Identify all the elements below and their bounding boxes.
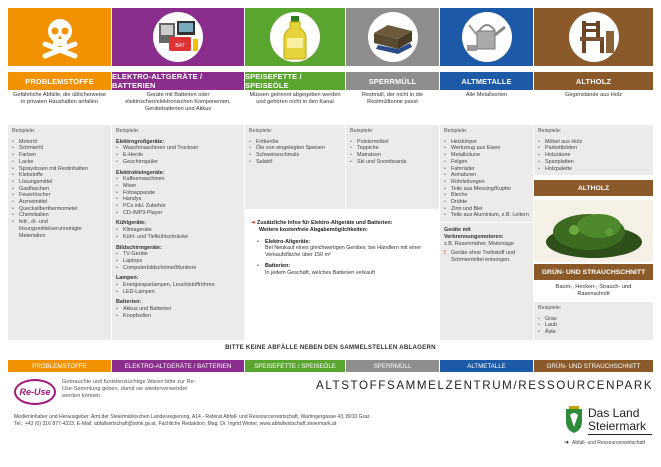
info-item-title: Batterien: [265,262,291,269]
header-label: SPERRMÜLL [346,72,439,90]
list-item: • Werkzeug aus Eisen [444,145,529,152]
description-altholz: Gegenstände aus Holz [565,92,622,98]
list-item: • Ski und Snowboards [350,159,435,166]
group-title: Elektrokleingeräte: [116,169,165,176]
green-waste-description: Baum-, Hecken-, Strauch- und Rasenschnitt [555,284,632,297]
info-item-elektro [251,239,433,259]
list-item: • Schmieröl [12,145,107,152]
svg-text:BAT: BAT [175,43,185,49]
header-image [534,8,653,66]
department-name: Abfall- und Ressourcenwirtschaft [572,440,646,446]
footer-bar-speisefette: SPEISEFETTE / SPEISEÖLE [245,360,345,372]
list-item: • Farben [12,152,107,159]
header-sperrmuell [346,8,439,88]
list-item: • Äste [538,329,649,336]
arrow-icon: ➜ [251,220,256,226]
examples-list [538,139,649,173]
info-subtitle [251,227,433,234]
examples-gruen [534,302,653,340]
examples-label: Beispiele: [249,128,273,134]
group-title: Batterien: [116,299,142,306]
list-item: • Motoröl [12,139,107,146]
header-label: SPEISEFETTE / SPEISEÖLE [245,72,345,90]
list-item: • Metallzäune [444,152,529,159]
list-item: • Polstermöbel [350,139,435,146]
steiermark-logo [564,404,656,452]
header-image [245,8,345,66]
list-item: • Mixer [116,183,240,190]
examples-list [116,282,240,295]
green-waste-image [534,200,653,262]
header-label: ALTMETALLE [440,72,533,90]
list-item: • Teile aus Messing/Kupfer [444,186,529,193]
green-waste-bar: GRÜN- UND STRAUCHSCHNITT [534,264,653,280]
list-item: • Parkettböden [538,145,649,152]
footer-bar-gruen: GRÜN- UND STRAUCHSCHNITT [534,360,653,372]
examples-label: Beispiele: [116,128,140,134]
description-altmetalle: Alle Metallsorten [465,92,508,98]
imprint [14,414,534,428]
header-problemstoffe [8,8,111,88]
header-speisefette [245,8,345,88]
header-image [346,8,439,66]
imprint-line-1: Medieninhaber und Herausgeber: Amt der Steiermärkischen Landesregierung, A14 - Referat Abfall- und Ressourcenwirtschaft, Wartingergasse 43, 8010 Graz [14,414,370,420]
list-item: • Möbel aus Holz [538,139,649,146]
list-item: • Holzzäune [538,152,649,159]
list-item: • E-Herde [116,152,240,159]
header-elektro [112,8,244,88]
list-item: • Felgen [444,159,529,166]
list-item: • Teppiche [350,145,435,152]
list-item: • Kaffeemaschinen [116,176,240,183]
list-item: • Rohrleitungen [444,179,529,186]
examples-label: Beispiele: [538,305,562,311]
list-item: • LED-Lampen [116,289,240,296]
examples-list [538,316,649,336]
divider [440,222,533,223]
group-title: Bildschirmgeräte: [116,244,162,251]
list-item: • Teile aus Aluminium, z.B. Leitern [444,212,529,219]
imprint-line-2: Tel.: +43 (0) 316 877-4323, E-Mail: abfallwirtschaft@stmk.gv.at, Fachliche Redaktion: Mag. Dr. Ingrid Winter, www.abfallwirtschaft.steiermark.at [14,421,337,427]
header-label: ALTHOLZ [534,72,653,90]
examples-label: Beispiele: [350,128,374,134]
list-item: • Arzneimittel [12,199,107,206]
description-problemstoffe: Gefährliche Abfälle, die üblicherweise in privaten Haushalten anfallen [13,92,106,105]
list-item: • Feuerlöscher [12,192,107,199]
examples-speisefette [245,125,345,209]
group-title: Lampen: [116,275,139,282]
group-title: Kühlgeräte: [116,220,146,227]
list-item: • Spraydosen mit Restinhalten [12,166,107,173]
list-item: • Laub [538,322,649,329]
list-item: • Bleche [444,192,529,199]
engine-note [444,250,529,263]
examples-label: Beispiele: [538,128,562,134]
list-item: • Energiesparlampen, Leuchtstoffröhren [116,282,240,289]
examples-label: Beispiele: [12,128,36,134]
list-item: • CD-/MP3-Player [116,210,240,217]
warning-banner: BITTE KEINE ABFÄLLE NEBEN DEN SAMMELSTELLEN ABLAGERN [225,344,436,351]
list-item: • Schweineschmalz [249,152,341,159]
list-item: • Waschmaschinen und Trockner [116,145,240,152]
info-item-batterien [251,263,433,277]
list-item: • Spanplatten [538,159,649,166]
examples-list [116,176,240,216]
group-title: Geräte mit Verbrennungsmotoren: [444,227,504,240]
list-item: • Gasflaschen [12,186,107,193]
arrow-icon: ➜ [564,440,570,446]
description-speisefette: Müssen getrennt abgegeben werden und gehören nicht in den Kanal [249,92,341,105]
info-title: Zusätzliche Infos für Elektro-Altgeräte und Batterien: [257,220,393,226]
footer-bar-elektro: ELEKTRO-ALTGERÄTE / BATTERIEN [112,360,244,372]
list-item: • Akkus und Batterien [116,306,240,313]
watering-can-icon [462,12,512,62]
bullet-icon: • [257,262,259,269]
divider [588,434,652,435]
exclamation-icon: ! [444,250,446,257]
examples-problemstoffe [8,125,111,340]
footer-bar-sperrmuell: SPERRMÜLL [346,360,439,372]
list-item: • Salatöl [249,159,341,166]
list-item: • Drähte [444,199,529,206]
footer-bar-problemstoffe: PROBLEMSTOFFE [8,360,111,372]
examples-list [12,139,107,240]
header-image [112,8,244,66]
list-item: • Matratzen [350,152,435,159]
info-item-text: Bei Neukauf eines gleichwertigen Gerätes; bei Händlern mit einer Verkaufsfläche über 150 m² [265,245,422,259]
info-item-text: In jedem Geschäft, welches Batterien verkauft [265,269,375,276]
land-name-line-2: Steiermark [588,419,647,433]
info-subtitle-text: Weitere kostenfreie Abgabemöglichkeiten: [259,226,368,233]
info-item-title: Elektro-Altgeräte: [265,238,311,245]
engine-note-text: Geräte ohne Treibstoff und Schmiermittel entsorgen. [451,250,516,263]
header-altholz [534,8,653,88]
list-item: • Computerbildschirme/Monitore [116,265,240,272]
examples-elektro [112,125,244,340]
header-altmetalle [440,8,533,88]
chair-icon [569,12,619,62]
altholz-bar: ALTHOLZ [534,180,653,196]
list-item: • Fahrräder [444,166,529,173]
list-item: • Handys [116,196,240,203]
oil-bottle-icon [270,12,320,62]
list-item: • Laptops [116,258,240,265]
list-item: • Geschirrspüler [116,159,240,166]
bullet-icon: • [257,238,259,245]
green-waste-pile-icon [539,202,649,260]
header-image [440,8,533,66]
page-title: ALTSTOFFSAMMELZENTRUM/RESSOURCENPARK [316,379,654,392]
skull-icon [37,14,83,60]
engine-examples: z.B. Rasenmäher, Motorsäge [444,240,514,247]
list-item: • Armaturen [444,172,529,179]
coat-of-arms-icon [564,406,584,434]
examples-list [350,139,435,166]
reuse-logo: Re-Use [14,379,56,405]
header-image [8,8,111,66]
description-sperrmuell: Restmüll, der nicht in die Restmülltonne passt [361,92,424,105]
list-item: • PCs inkl. Zubehör [116,203,240,210]
footer-bar-altmetalle: ALTMETALLE [440,360,533,372]
header-label: ELEKTRO-ALTGERÄTE / BATTERIEN [112,72,244,90]
examples-list [116,145,240,165]
examples-label: Beispiele: [444,128,468,134]
header-label: PROBLEMSTOFFE [8,72,111,90]
mattress-icon [368,12,418,62]
list-item: • TV-Geräte [116,251,240,258]
list-item: • Zinn und Blei [444,206,529,213]
list-item: • Kühl- und Tiefkühlschränke [116,234,240,241]
examples-list [444,139,529,219]
list-item: • Knopfzellen [116,313,240,320]
list-item: • Lacke [12,159,107,166]
examples-altholz [534,125,653,175]
info-box [245,216,439,296]
examples-list [116,227,240,240]
info-title-row [251,220,433,227]
land-name-line-1: Das Land [588,406,640,420]
list-item: • Frittieröle [249,139,341,146]
group-title: Elektrogroßgeräte: [116,138,165,145]
examples-list [116,306,240,319]
description-elektro: Geräte mit Batterien oder elektrischen/elektronischen Komponenten, Gerätebatterien und Akkus [125,92,231,112]
list-item: • Chemikalien [12,212,107,219]
list-item: • fett-, öl- und lösungsmittelverunreinigte Materialien [12,219,107,239]
list-item: • Klebstoffe [12,172,107,179]
examples-sperrmuell [346,125,439,209]
list-item: • Holzpalette [538,166,649,173]
list-item: • Fotoapparate [116,190,240,197]
reuse-text: Gebrauchte und funktionstüchtige Waren bitte zur Re-Use-Sammlung geben, damit sie wiederverwendet werden können. [62,379,196,400]
examples-list [116,251,240,271]
list-item: • Klimageräte [116,227,240,234]
examples-list [249,139,341,166]
list-item: • Gras [538,316,649,323]
list-item: • Lösungsmittel [12,179,107,186]
list-item: • Öle von eingelegten Speisen [249,145,341,152]
list-item: • Heizkörper [444,139,529,146]
examples-altmetalle [440,125,533,340]
list-item: • Quecksilberthermometer [12,206,107,213]
electronics-icon [153,12,203,62]
